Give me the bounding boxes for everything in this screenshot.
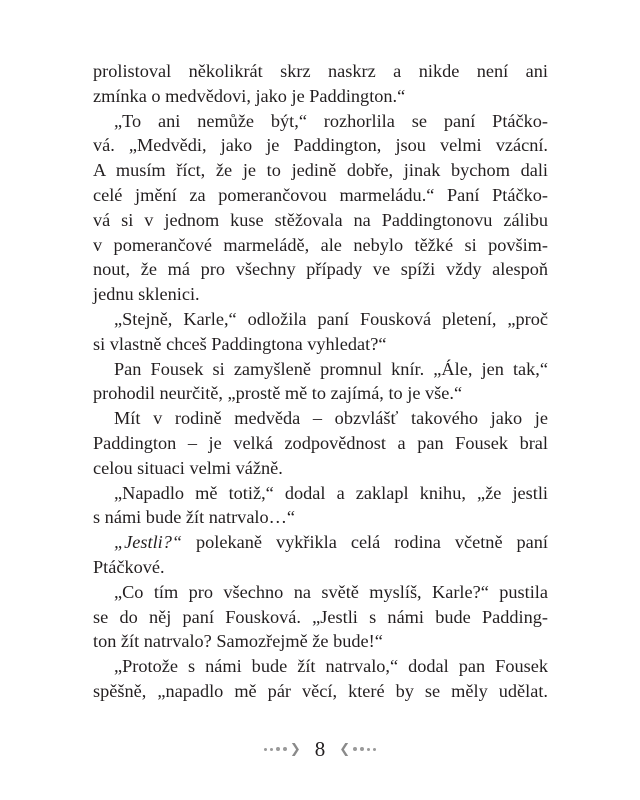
text-line [93, 431, 548, 456]
line-text: polekaně vykřikla celá rodina včetně paní [182, 532, 548, 553]
text-line [93, 158, 548, 183]
text-line [93, 481, 548, 506]
line-text: s námi bude žít natrvalo…“ [93, 507, 296, 528]
line-text: Ptáčkové. [93, 556, 165, 577]
line-text: nout, že má pro všechny případy ve spíži vždy alespoň [93, 259, 548, 280]
line-text: Mít v rodině medvěda – obzvlášť takového jako je [114, 408, 548, 429]
text-line [93, 307, 548, 332]
line-text: celou situaci velmi vážně. [93, 457, 283, 478]
line-text: jednu sklenici. [93, 284, 200, 305]
line-text: celé jmění za pomerančovou marmeládu.“ Paní Ptáčko- [93, 184, 548, 205]
text-line [93, 679, 548, 704]
text-line [93, 357, 548, 382]
text-line [93, 629, 548, 654]
line-text: vá. „Medvědi, jako je Paddington, jsou velmi vzácní. [93, 135, 548, 156]
text-line [93, 505, 548, 530]
text-line [93, 332, 548, 357]
page-footer [0, 735, 640, 763]
text-line [93, 654, 548, 679]
text-line [93, 555, 548, 580]
line-text: prohodil neurčitě, „prostě mě to zajímá, to je vše.“ [93, 383, 463, 404]
page-body-text [93, 59, 548, 704]
text-line [93, 208, 548, 233]
text-line [93, 84, 548, 109]
line-text: „Napadlo mě totiž,“ dodal a zaklapl knihu, „že jestli [114, 482, 548, 503]
text-line [93, 381, 548, 406]
right-ornament-icon: ❮ [339, 742, 376, 757]
text-line [93, 406, 548, 431]
text-line [93, 282, 548, 307]
text-line [93, 605, 548, 630]
line-text: ton žít natrvalo? Samozřejmě že bude!“ [93, 631, 383, 652]
line-text: v pomerančové marmeládě, ale nebylo těžké si povšim- [93, 234, 548, 255]
text-line [93, 530, 548, 555]
line-text: „To ani nemůže být,“ rozhorlila se paní Ptáčko- [114, 110, 548, 131]
line-text: A musím říct, že je to jedině dobře, jinak bychom dali [93, 160, 548, 181]
left-ornament-icon: ❯ [264, 742, 301, 757]
text-line [93, 456, 548, 481]
line-text: „Stejně, Karle,“ odložila paní Fousková pletení, „proč [114, 308, 548, 329]
italic-text: „Jestli?“ [114, 532, 183, 553]
text-line [93, 133, 548, 158]
text-line [93, 257, 548, 282]
text-line [93, 580, 548, 605]
line-text: zmínka o medvědovi, jako je Paddington.“ [93, 85, 406, 106]
page-number: 8 [314, 736, 326, 761]
line-text: Paddington – je velká zodpovědnost a pan Fousek bral [93, 432, 548, 453]
line-text: vá si v jednom kuse stěžovala na Paddingtonovu zálibu [93, 209, 548, 230]
line-text: spěšně, „napadlo mě pár věcí, které by se měly udělat. [93, 680, 548, 701]
line-text: „Protože s námi bude žít natrvalo,“ dodal pan Fousek [114, 656, 548, 677]
line-text: prolistoval několikrát skrz naskrz a nikde není ani [93, 61, 548, 81]
text-line [93, 183, 548, 208]
line-text: Pan Fousek si zamyšleně promnul knír. „Ále, jen tak,“ [114, 358, 548, 379]
line-text: „Co tím pro všechno na světě myslíš, Karle?“ pustila [114, 581, 548, 602]
line-text: se do něj paní Fousková. „Jestli s námi bude Padding- [93, 606, 548, 627]
line-text: si vlastně chceš Paddingtona vyhledat?“ [93, 333, 387, 354]
text-line [93, 233, 548, 258]
text-line [93, 59, 548, 84]
text-line [93, 109, 548, 134]
